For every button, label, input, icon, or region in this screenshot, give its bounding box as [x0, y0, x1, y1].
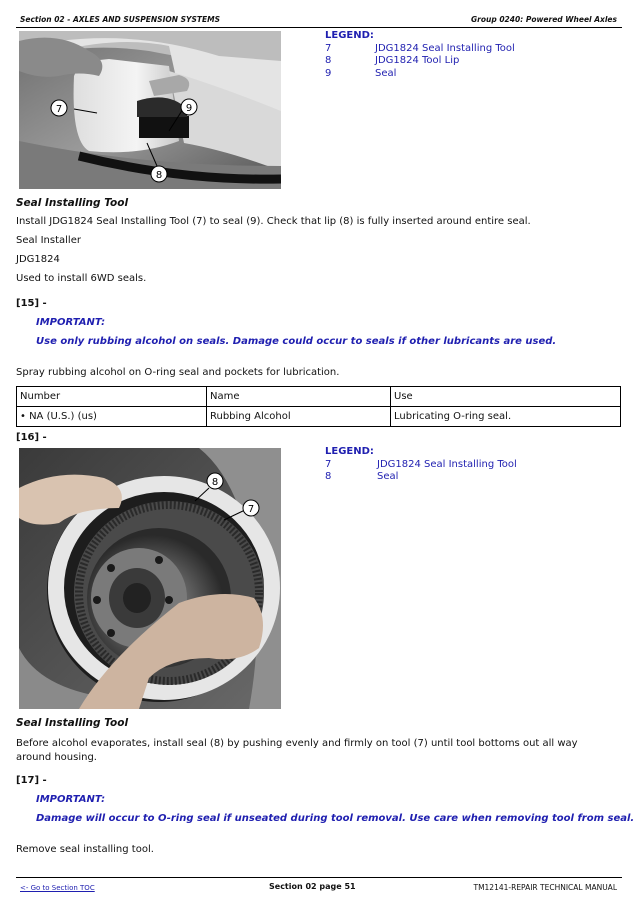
legend-1-item — [325, 43, 515, 56]
legend-2-label: Seal — [377, 471, 399, 482]
step15-label: [15] - — [16, 298, 47, 309]
svg-text:8: 8 — [211, 477, 219, 488]
header-rule — [16, 27, 622, 28]
table-header-row — [17, 387, 621, 407]
manual-title: TM12141-REPAIR TECHNICAL MANUAL — [473, 883, 617, 892]
legend-2-item — [325, 459, 517, 472]
block1-line2: Seal Installer — [16, 235, 81, 246]
table-header-number: Number — [17, 387, 207, 407]
legend-2-item — [325, 471, 517, 484]
step16-paragraph: Before alcohol evaporates, install seal (8) by pushing evenly and firmly on tool (7) until tool bottoms out all way around housing. — [16, 738, 578, 763]
block1-line4: Used to install 6WD seals. — [16, 273, 147, 284]
svg-text:9: 9 — [185, 103, 193, 114]
svg-text:7: 7 — [55, 104, 63, 115]
step17-label: [17] - — [16, 775, 47, 786]
svg-text:7: 7 — [247, 504, 255, 515]
footer-rule — [16, 877, 622, 878]
callout-8 — [207, 473, 223, 489]
step16-label: [16] - — [16, 432, 47, 443]
page-number: Section 02 page 51 — [269, 882, 356, 891]
svg-text:8: 8 — [155, 170, 163, 181]
legend-2-label: JDG1824 Seal Installing Tool — [377, 458, 517, 470]
legend-2-num: 8 — [325, 471, 332, 482]
step17-important-text: Damage will occur to O-ring seal if unseated during tool removal. Use care when removing tool from seal. — [36, 813, 635, 824]
step17-instruction: Remove seal installing tool. — [16, 844, 154, 855]
step15-important-label: IMPORTANT: — [36, 317, 106, 328]
legend-1-label: JDG1824 Seal Installing Tool — [375, 42, 515, 54]
section-header: Section 02 - AXLES AND SUSPENSION SYSTEMS — [20, 15, 220, 24]
callout-8 — [151, 166, 167, 182]
callout-7 — [51, 100, 67, 116]
legend-1-num: 8 — [325, 55, 332, 66]
callout-9 — [181, 99, 197, 115]
block1-paragraph: Install JDG1824 Seal Installing Tool (7) to seal (9). Check that lip (8) is fully inserted around entire seal. — [16, 216, 531, 227]
table-cell-use: Lubricating O-ring seal. — [391, 407, 621, 427]
group-header: Group 0240: Powered Wheel Axles — [471, 15, 617, 24]
legend-2-title: LEGEND: — [325, 446, 374, 457]
table-header-use: Use — [391, 387, 621, 407]
step17-important-label: IMPORTANT: — [36, 794, 106, 805]
block1-heading: Seal Installing Tool — [16, 197, 129, 209]
step15-instruction: Spray rubbing alcohol on O-ring seal and pockets for lubrication. — [16, 367, 340, 378]
table-cell-number: • NA (U.S.) (us) — [17, 407, 207, 427]
step16-heading: Seal Installing Tool — [16, 717, 129, 729]
table-row — [17, 407, 621, 427]
legend-2-num: 7 — [325, 458, 332, 470]
seal-install-photo — [19, 448, 281, 709]
step15-important-text: Use only rubbing alcohol on seals. Damage could occur to seals if other lubricants are used. — [36, 336, 557, 347]
block1-line3: JDG1824 — [16, 254, 60, 265]
section-toc-link[interactable]: <- Go to Section TOC — [20, 884, 95, 892]
legend-1 — [325, 30, 515, 80]
table-header-name: Name — [207, 387, 391, 407]
legend-1-label: JDG1824 Tool Lip — [375, 55, 460, 66]
legend-1-title: LEGEND: — [325, 30, 374, 41]
legend-1-label: Seal — [375, 67, 397, 79]
legend-1-num: 9 — [325, 67, 332, 79]
legend-2 — [325, 446, 517, 484]
table-cell-name: Rubbing Alcohol — [207, 407, 391, 427]
callout-7 — [243, 500, 259, 516]
legend-1-item — [325, 68, 515, 81]
tools-table — [16, 386, 621, 427]
legend-1-num: 7 — [325, 42, 332, 54]
legend-1-item — [325, 55, 515, 68]
seal-tool-photo — [19, 31, 281, 189]
